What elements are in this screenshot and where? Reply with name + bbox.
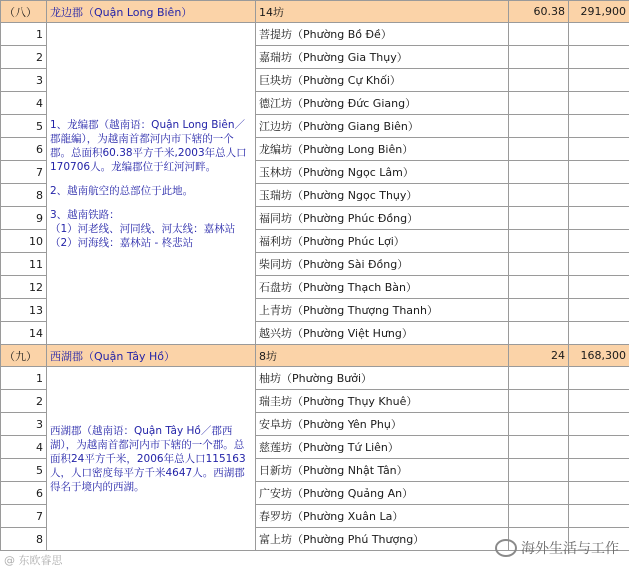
empty-cell [509,69,569,92]
empty-cell [569,436,629,459]
district-index: （八） [1,1,47,23]
empty-cell [509,23,569,46]
empty-cell [569,482,629,505]
ward-name: 福利坊（Phường Phúc Lợi） [256,230,509,253]
ward-name: 越兴坊（Phường Việt Hưng） [256,322,509,345]
ward-number: 13 [1,299,47,322]
ward-number: 5 [1,115,47,138]
ward-name: 嘉瑞坊（Phường Gia Thụy） [256,46,509,69]
description-paragraph: 1、龙编郡（越南语：Quận Long Biên／郡龍編），为越南首都河内市下辖的一个郡。总面积60.38平方千米,2003年总人口170706人。龙编郡位于红河河畔。 [50,118,247,173]
empty-cell [509,46,569,69]
watermark-right-text: 海外生活与工作 [521,541,619,557]
ward-number: 10 [1,230,47,253]
ward-number: 7 [1,161,47,184]
empty-cell [569,184,629,207]
ward-number: 8 [1,528,47,551]
ward-name: 福同坊（Phường Phúc Đồng） [256,207,509,230]
empty-cell [509,138,569,161]
watermark-left: @ 东欧睿思 [4,554,63,567]
district-header-row [1,1,629,23]
empty-cell [509,436,569,459]
description-paragraph: 西湖郡（越南语：Quận Tây Hồ／郡西湖），为越南首都河内市下辖的一个郡。总面积24平方千米，2006年总人口115163人，人口密度每平方千米4647人。西湖郡得名于境内的西湖。 [50,424,246,493]
empty-cell [509,459,569,482]
ward-count: 8坊 [256,345,509,367]
district-name: 西湖郡（Quận Tây Hồ） [47,345,256,367]
empty-cell [569,276,629,299]
ward-number: 6 [1,138,47,161]
ward-name: 德江坊（Phường Đức Giang） [256,92,509,115]
district-name: 龙边郡（Quận Long Biên） [47,1,256,23]
empty-cell [569,230,629,253]
ward-number: 2 [1,390,47,413]
empty-cell [509,230,569,253]
ward-name: 广安坊（Phường Quảng An） [256,482,509,505]
empty-cell [509,390,569,413]
table-row [1,367,629,390]
ward-name: 瑞圭坊（Phường Thụy Khuê） [256,390,509,413]
empty-cell [509,161,569,184]
empty-cell [509,322,569,345]
ward-name: 上青坊（Phường Thượng Thanh） [256,299,509,322]
empty-cell [569,161,629,184]
ward-name: 富上坊（Phường Phú Thượng） [256,528,509,551]
district-header-row [1,345,629,367]
district-index: （九） [1,345,47,367]
empty-cell [509,299,569,322]
ward-number: 7 [1,505,47,528]
ward-name: 龙编坊（Phường Long Biên） [256,138,509,161]
ward-number: 6 [1,482,47,505]
district-area: 60.38 [509,1,569,23]
ward-name: 菩提坊（Phường Bồ Đề） [256,23,509,46]
ward-name: 春罗坊（Phường Xuân La） [256,505,509,528]
ward-number: 5 [1,459,47,482]
empty-cell [569,505,629,528]
empty-cell [509,253,569,276]
ward-name: 慈莲坊（Phường Tứ Liên） [256,436,509,459]
watermark-right [495,538,619,558]
ward-number: 1 [1,367,47,390]
district-description [47,23,256,345]
empty-cell [569,92,629,115]
empty-cell [509,92,569,115]
empty-cell [569,459,629,482]
ward-name: 日新坊（Phường Nhật Tân） [256,459,509,482]
table-row [1,23,629,46]
empty-cell [569,367,629,390]
empty-cell [569,390,629,413]
ward-number: 4 [1,92,47,115]
description-paragraph: 2、越南航空的总部位于此地。 [50,184,194,197]
empty-cell [569,115,629,138]
ward-name: 江边坊（Phường Giang Biên） [256,115,509,138]
ward-name: 柴同坊（Phường Sài Đồng） [256,253,509,276]
ward-number: 14 [1,322,47,345]
ward-name: 玉林坊（Phường Ngọc Lâm） [256,161,509,184]
ward-number: 9 [1,207,47,230]
empty-cell [569,46,629,69]
ward-name: 石盘坊（Phường Thạch Bàn） [256,276,509,299]
empty-cell [509,505,569,528]
empty-cell [509,184,569,207]
empty-cell [509,413,569,436]
district-population: 168,300 [569,345,629,367]
ward-name: 安阜坊（Phường Yên Phụ） [256,413,509,436]
wechat-icon [495,539,517,557]
ward-count: 14坊 [256,1,509,23]
description-paragraph: 3、越南铁路： （1）河老线、河同线、河太线：嘉林站 （2）河海线：嘉林站 - 柊悲站 [50,208,236,249]
ward-number: 12 [1,276,47,299]
ward-name: 柚坊（Phường Bưởi） [256,367,509,390]
empty-cell [509,115,569,138]
empty-cell [569,253,629,276]
ward-number: 4 [1,436,47,459]
district-area: 24 [509,345,569,367]
empty-cell [509,276,569,299]
empty-cell [569,207,629,230]
ward-number: 11 [1,253,47,276]
ward-number: 1 [1,23,47,46]
empty-cell [569,322,629,345]
empty-cell [509,207,569,230]
empty-cell [569,23,629,46]
empty-cell [569,69,629,92]
district-description [47,367,256,551]
empty-cell [569,413,629,436]
ward-number: 2 [1,46,47,69]
ward-number: 8 [1,184,47,207]
ward-name: 玉瑞坊（Phường Ngọc Thụy） [256,184,509,207]
empty-cell [509,367,569,390]
empty-cell [569,138,629,161]
empty-cell [569,299,629,322]
ward-number: 3 [1,413,47,436]
ward-number: 3 [1,69,47,92]
district-population: 291,900 [569,1,629,23]
empty-cell [509,482,569,505]
ward-name: 巨块坊（Phường Cự Khối） [256,69,509,92]
